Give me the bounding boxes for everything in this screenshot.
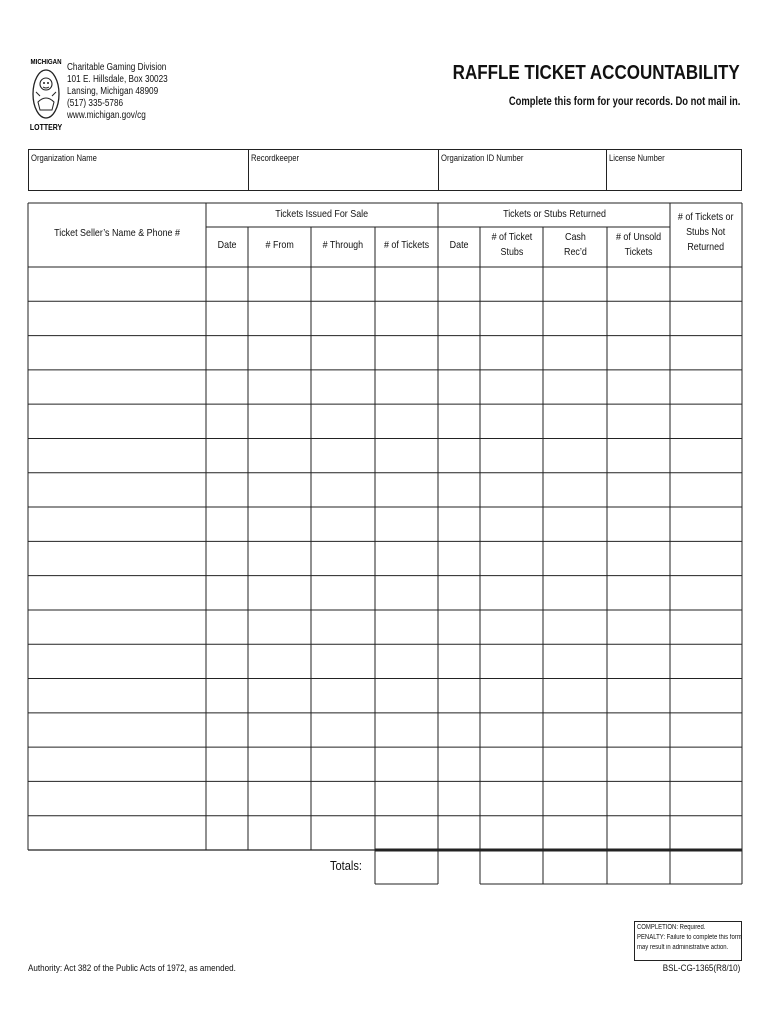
agency-address [67,62,190,122]
not-returned-header: # of Tickets or Stubs Not Returned [678,211,734,253]
organization-id-field[interactable]: Organization ID Number [441,153,524,163]
returned-date-header: Date [449,239,469,251]
divider [606,149,607,191]
issued-date-header: Date [217,239,237,251]
totals-label: Totals: [330,858,362,873]
svg-text:MICHIGAN: MICHIGAN [30,58,62,67]
authority-statement: Authority: Act 382 of the Public Acts of 1972, as amended. [28,963,236,974]
divider [438,149,439,191]
website-url: www.michigan.gov/cg [67,110,146,121]
phone-number: (517) 335-5786 [67,98,124,109]
issued-group-header: Tickets Issued For Sale [275,208,369,220]
issued-count-header: # of Tickets [383,239,430,251]
organization-name-field[interactable]: Organization Name [31,153,97,163]
city-address: Lansing, Michigan 48909 [67,86,159,97]
michigan-lottery-logo [28,56,64,132]
penalty-line-cont: may result in administrative action. [637,944,729,951]
issued-from-header: # From [265,239,294,251]
division-name: Charitable Gaming Division [67,62,167,73]
form-title: RAFFLE TICKET ACCOUNTABILITY [452,62,740,84]
returned-group-header: Tickets or Stubs Returned [502,208,606,220]
street-address: 101 E. Hillsdale, Box 30023 [67,74,168,85]
issued-through-header: # Through [322,239,364,251]
license-number-field[interactable]: License Number [609,153,665,163]
recordkeeper-field[interactable]: Recordkeeper [251,153,300,163]
form-subtitle: Complete this form for your records. Do not mail in. [508,96,740,108]
svg-text:LOTTERY: LOTTERY [29,122,63,132]
returned-stubs-header: # of Ticket Stubs [491,231,532,258]
cash-received-header: Cash Rec’d [563,231,587,258]
unsold-tickets-header: # of Unsold Tickets [615,231,662,258]
divider [248,149,249,191]
seller-header: Ticket Seller’s Name & Phone # [54,227,180,239]
completion-line: COMPLETION: Required. [637,924,706,931]
completion-penalty-note [634,921,742,961]
form-number: BSL-CG-1365(R8/10) [662,963,740,974]
penalty-line: PENALTY: Failure to complete this form [637,934,742,941]
